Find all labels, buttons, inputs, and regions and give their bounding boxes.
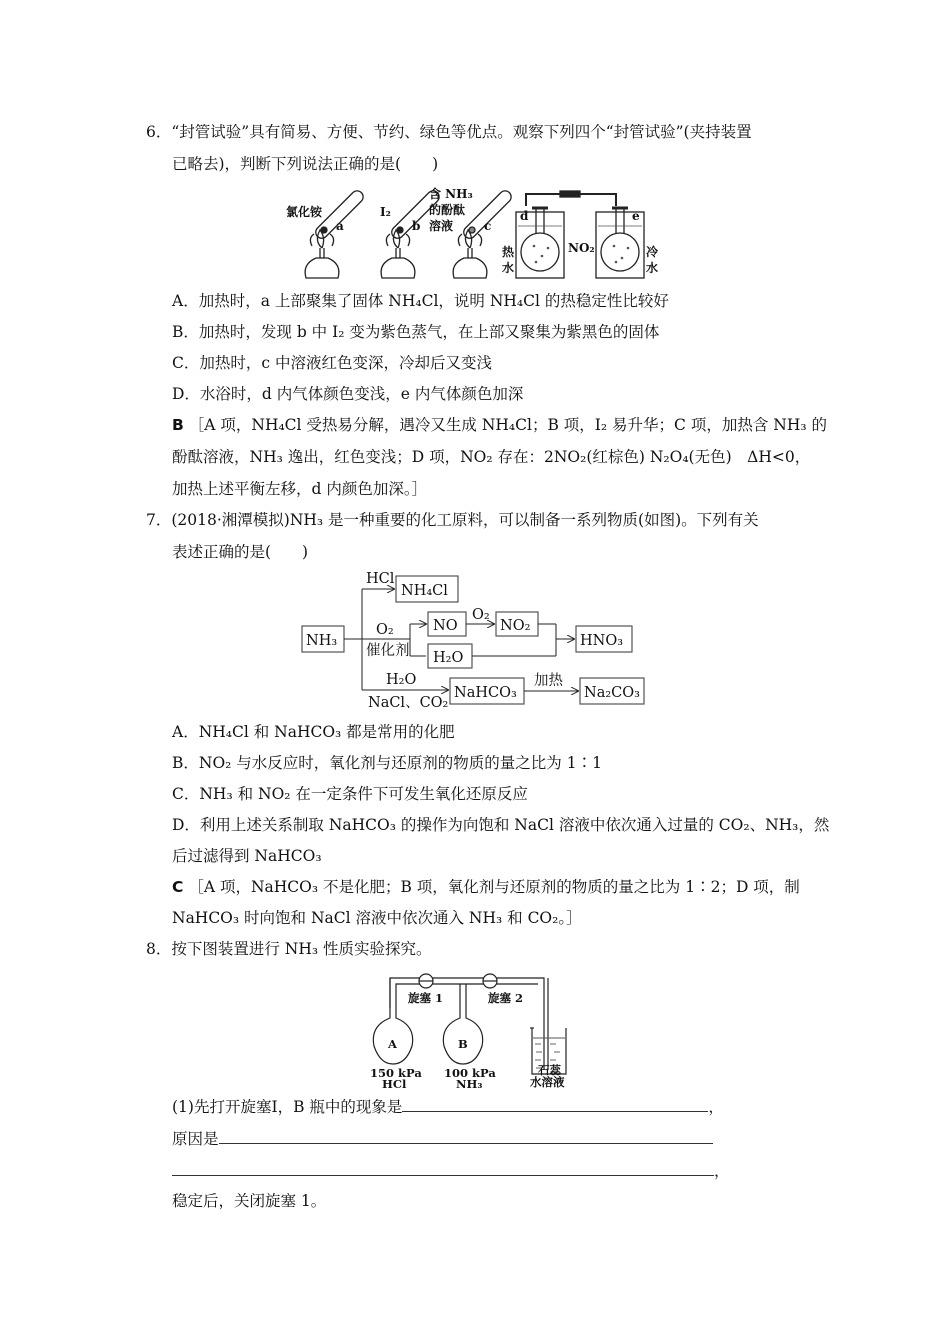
q8-reason-comma: ，	[714, 1162, 730, 1180]
label-ammonium-chloride: 氯化铵	[286, 205, 323, 219]
label-c-reagent-2: 的酚酞	[429, 203, 466, 217]
q8-reason-line2	[172, 1159, 730, 1182]
q6-answer-letter: B	[172, 416, 184, 434]
label-o2-a: O₂	[376, 622, 394, 638]
q6-option-c: C．加热时，c 中溶液红色变深，冷却后又变浅	[172, 354, 492, 372]
label-no2: NO₂	[568, 241, 595, 255]
q7-answer-line2: NaHCO₃ 时向饱和 NaCl 溶液中依次通入 NH₃ 和 CO₂。］	[172, 909, 582, 927]
label-tube-a: a	[336, 219, 344, 233]
label-heat: 加热	[534, 673, 563, 689]
label-c-reagent-1: 含 NH₃	[429, 187, 473, 201]
label-no2: NO₂	[500, 618, 531, 634]
label-tube-b: b	[412, 219, 421, 233]
q8-reason-blank[interactable]	[219, 1127, 713, 1144]
q8-reason-line	[172, 1127, 713, 1150]
alcohol-lamp-a	[305, 230, 339, 278]
label-litmus-2: 水溶液	[530, 1075, 565, 1088]
q6-answer-text1: ［A 项，NH₄Cl 受热易分解，遇冷又生成 NH₄Cl；B 项，I₂ 易升华；C 项，加热含 NH₃ 的	[188, 416, 827, 434]
alcohol-lamp-b	[381, 230, 415, 278]
q8-reason-blank2[interactable]	[172, 1159, 714, 1176]
alcohol-lamp-c	[453, 230, 487, 278]
label-na2co3: Na₂CO₃	[584, 685, 640, 701]
label-tube-e: e	[632, 209, 640, 223]
label-no: NO	[433, 618, 458, 634]
label-hno3: HNO₃	[580, 633, 624, 649]
label-nacl-co2: NaCl、CO₂	[368, 695, 449, 710]
label-iodine: I₂	[380, 205, 391, 219]
label-cold-water-1: 冷	[646, 245, 659, 259]
q6-option-a: A．加热时，a 上部聚集了固体 NH₄Cl，说明 NH₄Cl 的热稳定性比较好	[172, 292, 669, 310]
label-cold-water-2: 水	[646, 261, 659, 275]
label-h2o: H₂O	[386, 672, 417, 688]
q6-sealed-tube-figure	[286, 186, 666, 282]
label-b-pressure: 100 kPa	[444, 1066, 496, 1080]
q8-reason-prefix: 原因是	[172, 1130, 219, 1148]
q8-last-line: 稳定后，关闭旋塞 1。	[172, 1192, 327, 1210]
q7-stem-line2: 表述正确的是( )	[172, 543, 309, 561]
label-hot-water-1: 热	[502, 245, 515, 259]
q8-sub1-line	[172, 1095, 724, 1118]
label-hot-water-2: 水	[502, 261, 515, 275]
label-nh4cl: NH₄Cl	[401, 583, 448, 599]
label-h2o-box: H₂O	[433, 650, 464, 666]
label-valve1: 旋塞 1	[408, 991, 444, 1005]
q8-flask-apparatus	[364, 964, 594, 1088]
q6-option-b: B．加热时，发现 b 中 I₂ 变为紫色蒸气，在上部又聚集为紫黑色的固体	[172, 323, 660, 341]
q7-answer-text1: ［A 项，NaHCO₃ 不是化肥；B 项，氧化剂与还原剂的物质的量之比为 1∶2；D 项，制	[188, 878, 800, 896]
label-nh3: NH₃	[306, 633, 338, 649]
q8-stem: 8．按下图装置进行 NH₃ 性质实验探究。	[146, 940, 432, 958]
q6-stem-line1: 6．“封管试验”具有简易、方便、节约、绿色等优点。观察下列四个“封管试验”(夹持装置	[146, 123, 752, 141]
label-tube-c: c	[484, 219, 492, 233]
q6-option-d: D．水浴时，d 内气体颜色变浅，e 内气体颜色加深	[172, 385, 524, 403]
label-hcl: HCl	[366, 571, 395, 587]
q7-option-d-line1: D．利用上述关系制取 NaHCO₃ 的操作为向饱和 NaCl 溶液中依次通入过量的 CO₂、NH₃，然	[172, 816, 830, 834]
q8-sub1-prefix: (1)先打开旋塞Ⅰ，B 瓶中的现象是	[172, 1098, 403, 1116]
q7-answer-line1	[172, 876, 800, 898]
label-b-gas: NH₃	[456, 1077, 483, 1088]
label-catalyst: 催化剂	[366, 643, 410, 659]
q6-answer-line3: 加热上述平衡左移，d 内颜色加深。］	[172, 480, 428, 498]
q7-nh3-flow-diagram	[300, 566, 650, 710]
label-flask-b: B	[458, 1037, 468, 1051]
q7-option-a: A．NH₄Cl 和 NaHCO₃ 都是常用的化肥	[172, 723, 455, 741]
q7-option-c: C．NH₃ 和 NO₂ 在一定条件下可发生氧化还原反应	[172, 785, 528, 803]
label-nahco3: NaHCO₃	[454, 685, 517, 701]
q7-option-b: B．NO₂ 与水反应时，氧化剂与还原剂的物质的量之比为 1∶1	[172, 754, 602, 772]
q6-answer-line2: 酚酞溶液，NH₃ 逸出，红色变浅；D 项，NO₂ 存在：2NO₂(红棕色) N₂O₄(无色) ΔH<0，	[172, 448, 811, 466]
label-litmus-1: 石蕊	[538, 1063, 561, 1077]
label-a-pressure: 150 kPa	[370, 1066, 422, 1080]
q8-sub1-blank[interactable]	[402, 1095, 708, 1112]
label-tube-d: d	[520, 209, 529, 223]
q6-stem-line2: 已略去)，判断下列说法正确的是( )	[172, 155, 439, 173]
label-o2-b: O₂	[472, 607, 490, 623]
q7-stem-line1: 7．(2018·湘潭模拟)NH₃ 是一种重要的化工原料，可以制备一系列物质(如图)。下列有关	[146, 511, 759, 529]
q7-option-d-line2: 后过滤得到 NaHCO₃	[172, 847, 322, 865]
label-valve2: 旋塞 2	[488, 991, 524, 1005]
q6-answer-line1	[172, 414, 827, 436]
q7-answer-letter: C	[172, 878, 184, 896]
q8-sub1-comma: ，	[708, 1098, 724, 1116]
label-flask-a: A	[388, 1037, 397, 1051]
label-c-reagent-3: 溶液	[429, 219, 454, 233]
label-a-gas: HCl	[382, 1077, 407, 1088]
